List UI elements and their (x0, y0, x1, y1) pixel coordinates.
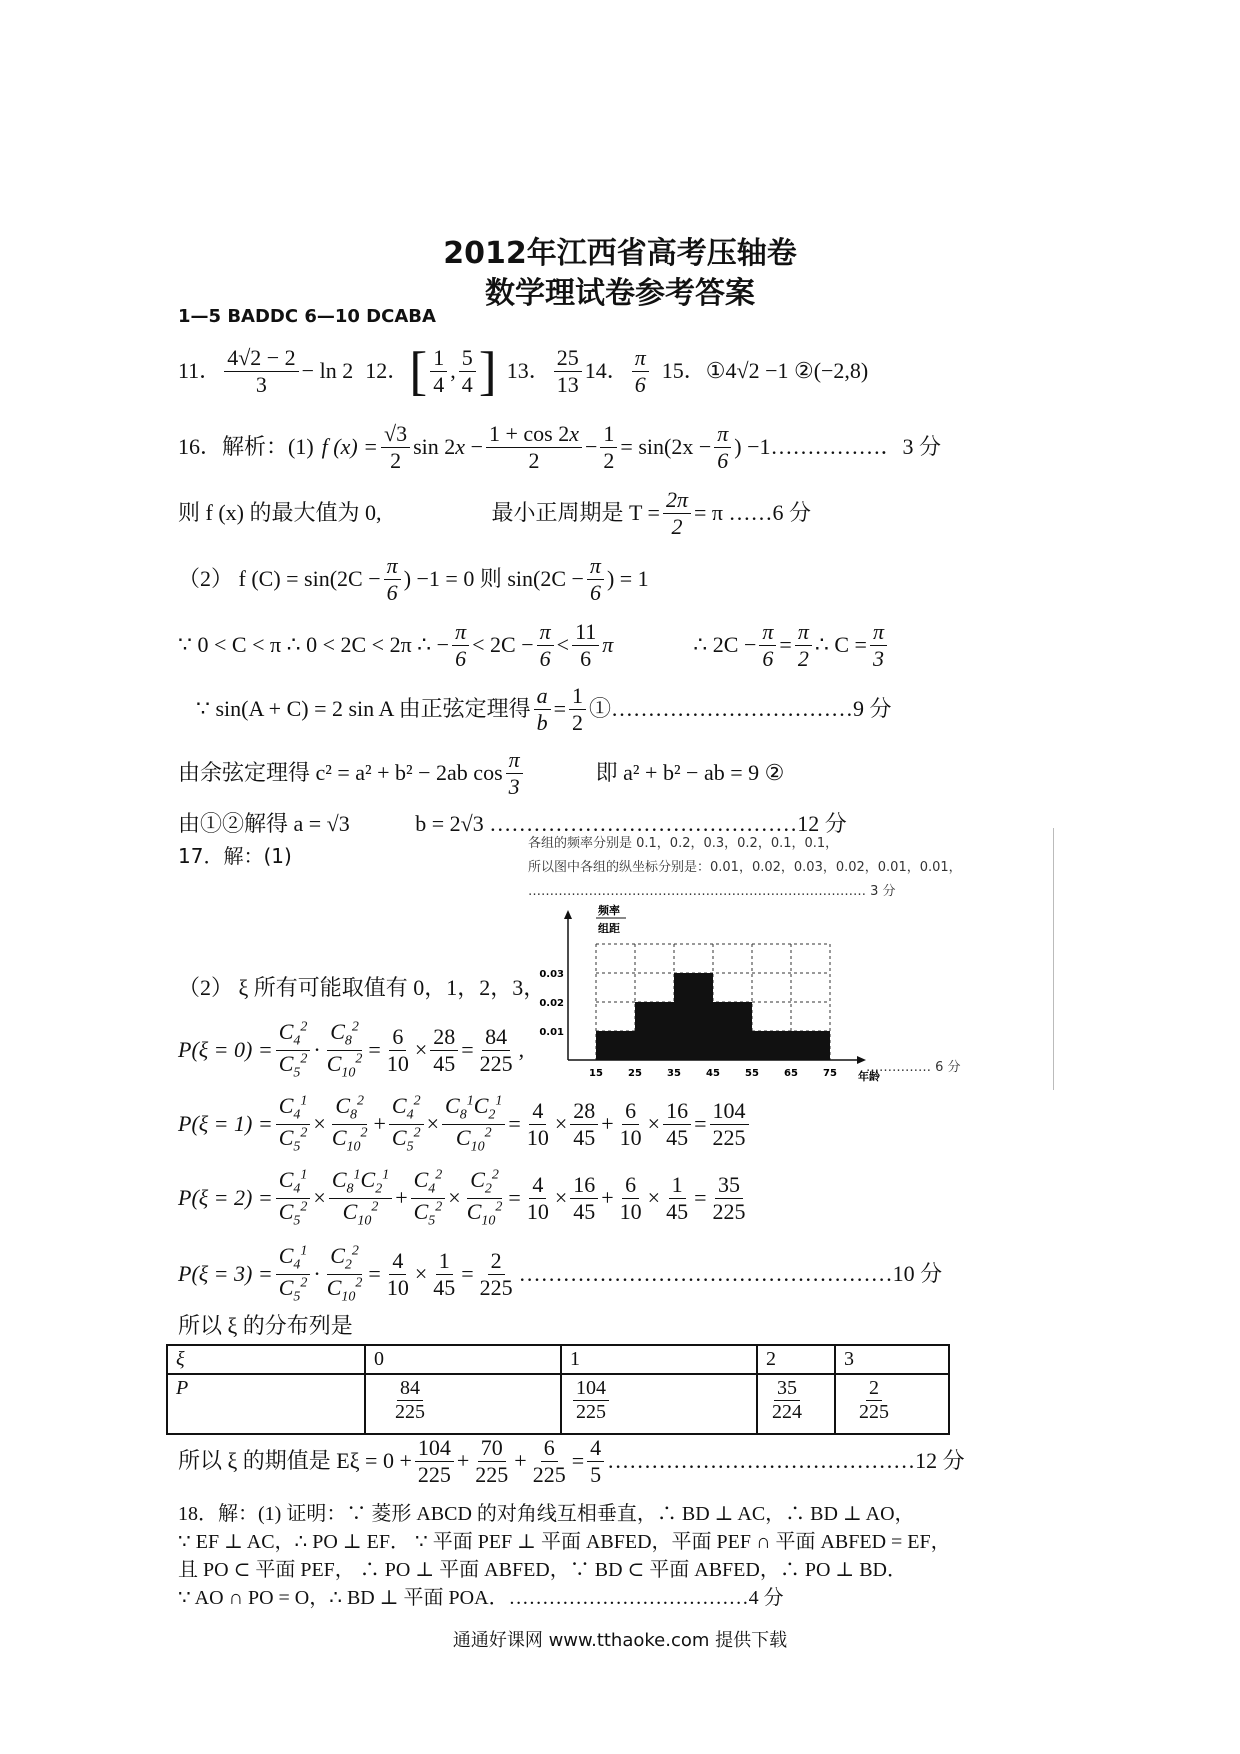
y-label-top: 频率 (598, 904, 620, 917)
comma: , (450, 358, 456, 383)
q18-line-3: 且 PO ⊂ 平面 PEF， ∴ PO ⊥ 平面 ABFED，∵ BD ⊂ 平面 ABFED，∴ PO ⊥ BD． (178, 1559, 907, 1581)
q13-label: 13． (506, 358, 551, 383)
frac-pi-6-e: $\frac{\pi}{6}$ (537, 619, 554, 671)
q11-label: 11． (178, 358, 222, 383)
table-cell: $\frac{104}{225}$ (561, 1374, 757, 1434)
frac-pi-2: $\frac{\pi}{2}$ (795, 619, 812, 671)
frac-half-b: $\frac{1}{2}$ (569, 683, 586, 735)
q16-range-d: π (602, 632, 614, 657)
x-tick-label: 65 (784, 1068, 798, 1079)
y-label-bottom: 组距 (598, 922, 620, 935)
p3-label: P(ξ = 3) = (178, 1261, 273, 1286)
y-tick-label: 0.03 (539, 969, 564, 980)
x-tick-label: 15 (589, 1068, 603, 1079)
table-cell: 0 (365, 1345, 561, 1374)
histogram-chart (539, 900, 880, 1083)
x-axis-arrow (857, 1056, 866, 1064)
q16-part2: （2） f (C) = sin(2C − (178, 566, 381, 591)
bracket-right: ] (478, 341, 497, 401)
q16-line-5 (196, 674, 892, 744)
p1-line: P(ξ = 1) = $\frac{C_4^1}{C_5^2}$ × $\frac{C_8^2}{C_{10}^2}$ + $\frac{C_4^2}{C_5^2}$ × $\frac{C_8^1C_2^1}{C_{10}^2}$ = $\frac{4}{10}$ × $\frac{28}{45}$ + $\frac{6}{10}$ × $\frac{16}{45}$ = $\frac{104}{225}$ (178, 1084, 752, 1164)
q16-line-3 (178, 544, 649, 614)
q16-max: 则 f (x) 的最大值为 0, (178, 500, 382, 525)
frac-pi-6: $\frac{\pi}{6}$ (714, 421, 731, 473)
q16-sine-eq: = (553, 696, 567, 721)
q16-period: 最小正周期是 T = (491, 500, 660, 525)
distribution-table (166, 1344, 950, 1435)
q16-head: 16．解析：(1) (178, 434, 314, 459)
frac-half: $\frac{1}{2}$ (600, 421, 617, 473)
x-tick-label: 45 (706, 1068, 720, 1079)
histogram-bar (635, 1002, 674, 1060)
q12-fraction-a: $\frac{1}{4}$ (430, 345, 447, 397)
frac-sqrt3-2: $\frac{√3}{2}$ (381, 421, 410, 473)
histogram-bar (791, 1031, 830, 1060)
x-tick-label: 55 (745, 1068, 759, 1079)
q17-note-4: …………… 6 分 (866, 1060, 961, 1075)
frac-a-b: $\frac{a}{b}$ (534, 683, 551, 735)
q14-label: 14． (584, 358, 629, 383)
table-cell: P (167, 1374, 365, 1434)
histogram-bar (752, 1031, 791, 1060)
q16-score-1: ) −1……………．3 分 (734, 434, 941, 459)
q16-line-6 (178, 738, 784, 808)
frac-cos: $\frac{1 + \cos 2x}{2}$ (486, 421, 582, 473)
table-cell: $\frac{2}{225}$ (835, 1374, 949, 1434)
q16-sin-form: = sin(2x − (620, 434, 712, 459)
q16-part2b: ) −1 = 0 则 sin(2C − (403, 566, 584, 591)
blank-answers (178, 336, 868, 406)
q16-line-4 (178, 610, 890, 680)
q17-part2: （2） ξ 所有可能取值有 0，1，2，3， (178, 975, 546, 1000)
p2-label: P(ξ = 2) = (178, 1185, 273, 1210)
histogram-bar (713, 1002, 752, 1060)
q13-fraction: $\frac{25}{13}$ (554, 345, 582, 397)
expectation-score: ……………………………………12 分 (607, 1448, 965, 1473)
bars (596, 973, 830, 1060)
q16-eq-b: = (779, 632, 792, 657)
frac-pi-6-b: $\frac{\pi}{6}$ (384, 553, 401, 605)
table-cell: ξ (167, 1345, 365, 1374)
q11-tail: − ln 2 (301, 358, 354, 383)
frac-2pi-2: $\frac{2\pi}{2}$ (663, 487, 691, 539)
q17-head: 17．解：(1) (178, 844, 292, 868)
q15-label: 15． (661, 358, 706, 383)
bracket-left: [ (409, 341, 428, 401)
table-row (167, 1345, 949, 1374)
q16-sine-law: ∵ sin(A + C) = 2 sin A 由正弦定理得 (196, 696, 531, 721)
dist-intro: 所以 ξ 的分布列是 (178, 1313, 353, 1338)
q18-line-1: 18．解：(1) 证明：∵ 菱形 ABCD 的对角线互相垂直，∴ BD ⊥ AC，∴ BD ⊥ AO， (178, 1503, 915, 1525)
q14-fraction: $\frac{\pi}{6}$ (632, 345, 649, 397)
q16-line-2 (178, 478, 811, 548)
q16-part2c: ) = 1 (606, 566, 649, 591)
q16-cos-law: 由余弦定理得 c² = a² + b² − 2ab cos (178, 760, 503, 785)
q16-range-b: < 2C − (472, 632, 534, 657)
q11-fraction: $\frac{4√2 - 2}{3}$ (224, 345, 298, 397)
expectation-label: 所以 ξ 的期值是 Eξ = 0 + (178, 1448, 412, 1473)
frac-pi-3: $\frac{\pi}{3}$ (870, 619, 887, 671)
q12-label: 12． (365, 358, 410, 383)
frac-pi-6-d: $\frac{\pi}{6}$ (452, 619, 469, 671)
sin2x: sin 2x − (413, 434, 483, 459)
p0-line: P(ξ = 0) = $\frac{C_4^2}{C_5^2}$ · $\frac{C_8^2}{C_{10}^2}$ = $\frac{6}{10}$ × $\frac{28}{45}$ = $\frac{84}{225}$ , (178, 1019, 525, 1080)
y-tick-label: 0.02 (539, 998, 564, 1009)
table-row (167, 1374, 949, 1434)
q16-range: ∵ 0 < C < π ∴ 0 < 2C < 2π ∴ − (178, 632, 450, 657)
frac-pi-6-f: $\frac{\pi}{6}$ (759, 619, 776, 671)
page-subtitle: 数学理试卷参考答案 (485, 276, 755, 311)
x-axis-label: 年龄 (858, 1070, 880, 1083)
y-axis-arrow (564, 910, 572, 919)
q17-note-2: 所以图中各组的纵坐标分别是：0.01，0.02，0.03，0.02，0.01，0.01， (528, 860, 962, 875)
q16-score-3: ①……………………………9 分 (589, 696, 892, 721)
p2-line: P(ξ = 2) = $\frac{C_4^1}{C_5^2}$ × $\frac{C_8^1C_2^1}{C_{10}^2}$ + $\frac{C_4^2}{C_5^2}$ × $\frac{C_2^2}{C_{10}^2}$ = $\frac{4}{10}$ × $\frac{16}{45}$ + $\frac{6}{10}$ × $\frac{1}{45}$ = $\frac{35}{225}$ (178, 1167, 746, 1228)
frac-pi-3-b: $\frac{\pi}{3}$ (506, 747, 523, 799)
x-tick-label: 25 (628, 1068, 642, 1079)
page-title: 2012年江西省高考压轴卷 (443, 236, 797, 271)
q16-cos-eq: 即 a² + b² − ab = 9 ② (595, 760, 785, 785)
y-tick-label: 0.01 (539, 1027, 564, 1038)
q16-eq: ∴ 2C − (693, 632, 757, 657)
q18-block (178, 1500, 951, 1612)
histogram-bar (674, 973, 713, 1060)
footer: 通通好课网 www.tthaoke.com 提供下载 (452, 1630, 788, 1651)
p0-label: P(ξ = 0) = (178, 1037, 273, 1062)
q16-range-c: < (556, 632, 570, 657)
x-tick-label: 75 (823, 1068, 837, 1079)
q15-answer: ①4√2 −1 ②(−2,8) (705, 358, 869, 383)
histogram-bar (596, 1031, 635, 1060)
q12-fraction-b: $\frac{5}{4}$ (459, 345, 476, 397)
table-cell: $\frac{84}{225}$ (365, 1374, 561, 1434)
divider-line (1053, 828, 1054, 1090)
q17-note-1: 各组的频率分别是 0.1，0.2，0.3，0.2，0.1，0.1， (528, 836, 839, 851)
table-cell: 3 (835, 1345, 949, 1374)
q18-line-4: ∵ AO ∩ PO = O，∴ BD ⊥ 平面 POA．………………………………4 分 (178, 1587, 784, 1609)
p1-label: P(ξ = 1) = (178, 1111, 273, 1136)
p3-score: ……………………………………………10 分 (518, 1261, 943, 1286)
q16-solve-b: b = 2√3 ……………………………………12 分 (415, 811, 847, 836)
q16-solve-a: 由①②解得 a = √3 (178, 811, 350, 836)
q18-line-2: ∵ EF ⊥ AC，∴ PO ⊥ EF． ∵ 平面 PEF ⊥ 平面 ABFED，平面 PEF ∩ 平面 ABFED = EF， (178, 1531, 951, 1553)
q16-eq-c: ∴ C = (814, 632, 867, 657)
table-cell: $\frac{35}{224}$ (757, 1374, 835, 1434)
frac-pi-6-c: $\frac{\pi}{6}$ (587, 553, 604, 605)
x-tick-label: 35 (667, 1068, 681, 1079)
table-cell: 2 (757, 1345, 835, 1374)
q16-score-2: = π ……6 分 (693, 500, 811, 525)
q17-note-3: …………………………………………………………………… 3 分 (528, 884, 896, 899)
choice-answers: 1—5 BADDC 6—10 DCABA (178, 306, 436, 327)
expectation-line: 所以 ξ 的期值是 Eξ = 0 + $\frac{104}{225}$ + $\frac{70}{225}$ + $\frac{6}{225}$ = $\frac{4}{5}$ ……………………………………12 分 (178, 1435, 965, 1487)
table-cell: 1 (561, 1345, 757, 1374)
q16-fx: f (x) = (321, 434, 379, 459)
q16-line-1: 16．解析：(1) f (x) = $\frac{√3}{2}$ sin 2x − $\frac{1 + \cos 2x}{2}$ − $\frac{1}{2}$ = sin(2x − $\frac{\pi}{6}$ ) −1……………．3 分 (178, 421, 941, 473)
p3-line: P(ξ = 3) = $\frac{C_4^1}{C_5^2}$ · $\frac{C_2^2}{C_{10}^2}$ = $\frac{4}{10}$ × $\frac{1}{45}$ = $\frac{2}{225}$ ……………………………………………10 分 (178, 1243, 943, 1304)
frac-11-6: $\frac{11}{6}$ (572, 619, 599, 671)
